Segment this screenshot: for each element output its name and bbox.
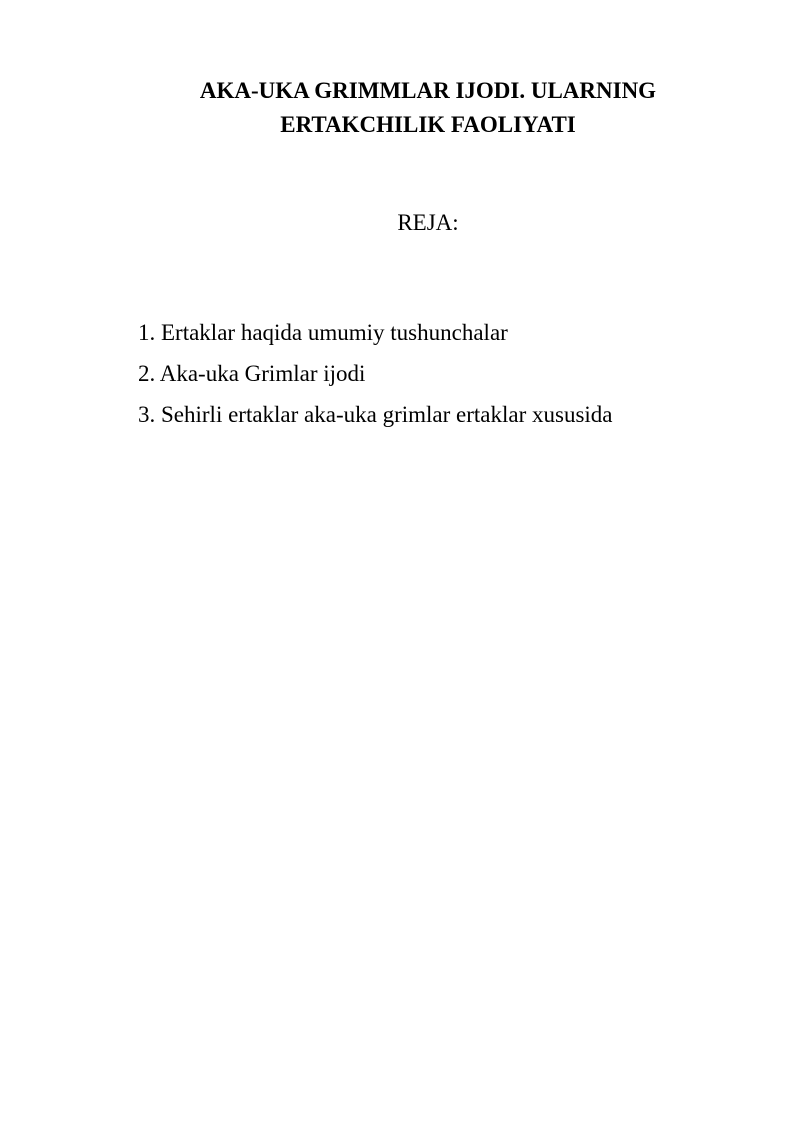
plan-item-1: 1. Ertaklar haqida umumiy tushunchalar (138, 320, 508, 345)
plan-list (138, 317, 613, 440)
document-title-line-1: AKA-UKA GRIMMLAR IJODI. ULARNING (199, 78, 657, 103)
plan-item-3: 3. Sehirli ertaklar aka-uka grimlar ertaklar xususida (138, 402, 613, 427)
document-title-line-2: ERTAKCHILIK FAOLIYATI (280, 112, 576, 137)
plan-item-2: 2. Aka-uka Grimlar ijodi (138, 361, 366, 386)
plan-heading: REJA: (397, 210, 459, 235)
